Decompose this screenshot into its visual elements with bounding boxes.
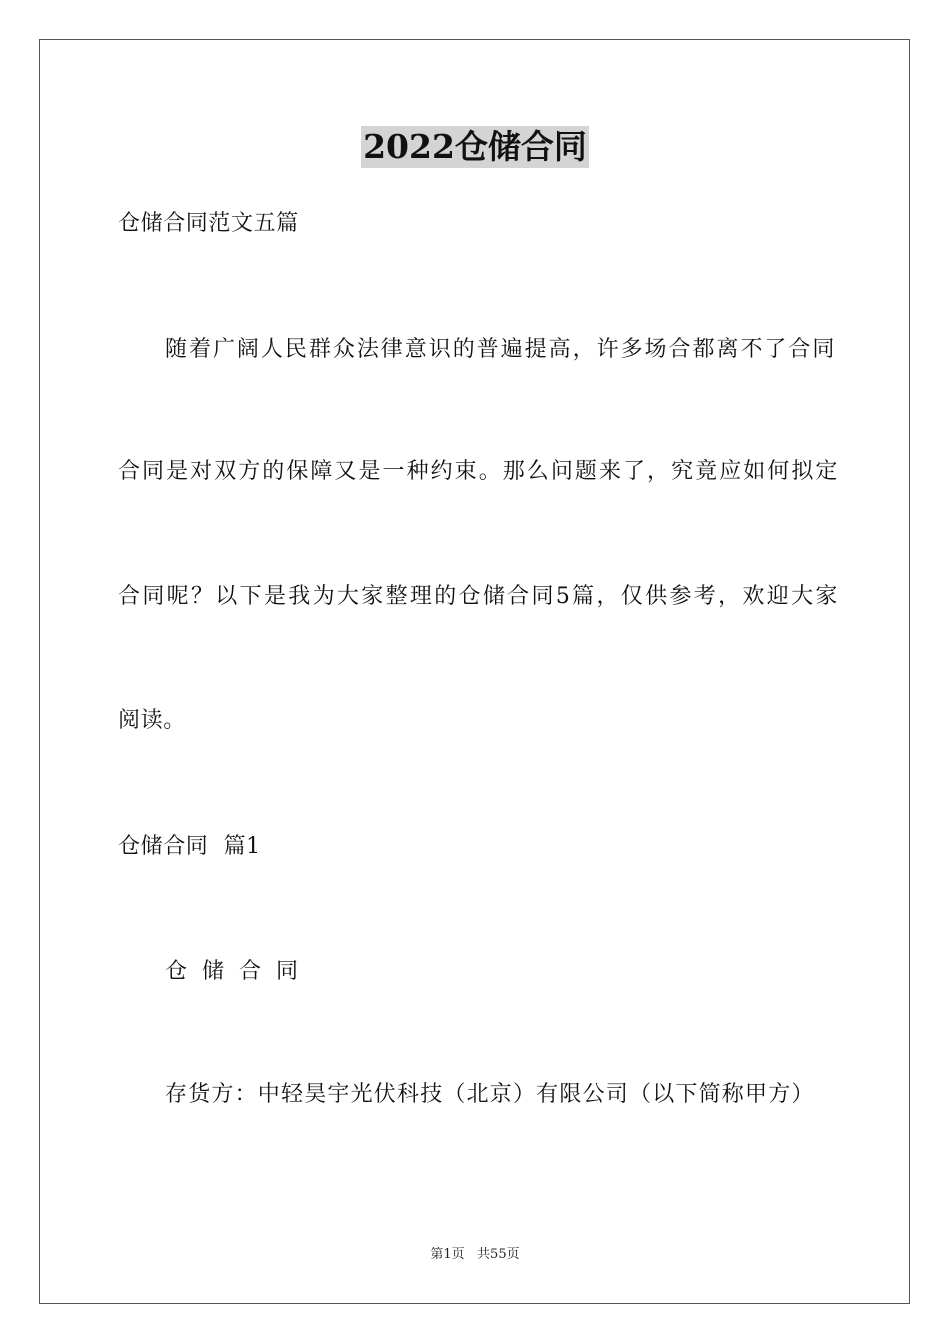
depositor-line: 存货方：中轻昊宇光伏科技（北京）有限公司（以下简称甲方） bbox=[165, 1082, 815, 1107]
intro-line-1: 随着广阔人民群众法律意识的普遍提高，许多场合都离不了合同 bbox=[165, 337, 835, 362]
document-title: 2022仓储合同 bbox=[363, 127, 587, 166]
contract-title: 仓 储 合 同 bbox=[165, 959, 302, 984]
intro-line-4: 阅读。 bbox=[118, 708, 186, 733]
section-heading: 仓储合同 篇1 bbox=[118, 834, 261, 859]
page-footer: 第1页 共55页 bbox=[430, 1247, 520, 1262]
title-container bbox=[0, 126, 950, 168]
intro-line-2: 合同是对双方的保障又是一种约束。那么问题来了，究竟应如何拟定 bbox=[118, 459, 838, 484]
document-subtitle: 仓储合同范文五篇 bbox=[118, 211, 299, 236]
intro-line-3: 合同呢？以下是我为大家整理的仓储合同5篇，仅供参考，欢迎大家 bbox=[118, 584, 838, 609]
